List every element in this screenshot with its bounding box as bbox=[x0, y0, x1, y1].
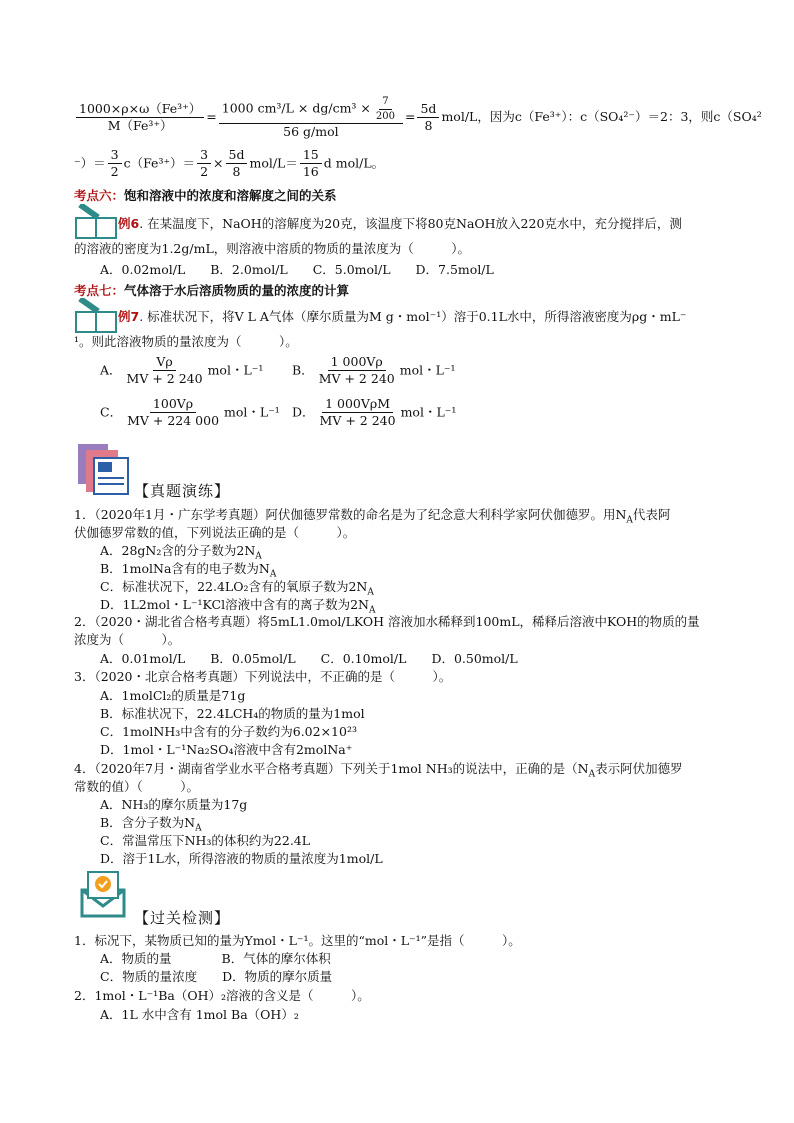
kp6-heading: 考点六：饱和溶液中的浓度和溶解度之间的关系 bbox=[74, 188, 337, 203]
guoguan-q1-options-row-2: C．物质的量浓度 D．物质的摩尔质量 bbox=[100, 969, 333, 984]
zhenti-q1-line-1: 1．（2020年1月・广东学考真题）阿伏伽德罗常数的命名是为了纪念意大利科学家阿伏伽德罗。用$N_A$代表阿 bbox=[74, 507, 671, 526]
document-stack-icon bbox=[76, 442, 132, 496]
example-7-option-b: B． $\frac{1 000V\rho}{MV + 2 240}$ mol・L⁻¹ bbox=[292, 354, 456, 387]
zhenti-q1-option-c: C．标准状况下，22.4LO₂含有的氧原子数为$2N_A$ bbox=[100, 579, 374, 598]
zhenti-q4-line-1: 4．（2020年7月・湖南省学业水平合格考真题）下列关于1mol NH₃的说法中，正确的是（$N_A$表示阿伏加德罗 bbox=[74, 761, 683, 780]
formula-line-1: $\frac{\text{1000×ρ×ω（Fe³⁺）}}{\text{M（Fe³⁺）}}$ = 1000 cm³/L × dg/cm³ × $\frac{7}{200}$ 56 g/mol = $\frac{5d}{8}$ mol/L，因为c（Fe³⁺）：c（SO₄²⁻）＝2：3，则c（SO₄² bbox=[74, 96, 762, 139]
zhenti-q4-option-c: C．常温常压下NH₃的体积约为22.4L bbox=[100, 833, 311, 848]
zhenti-q3-option-d: D．1mol・L⁻¹Na₂SO₄溶液中含有2molNa⁺ bbox=[100, 742, 353, 757]
zhenti-q4-line-2: 常数的值）（ ）。 bbox=[74, 779, 200, 794]
zhenti-q1-option-d: D．1L2mol・L⁻¹KCl溶液中含有的离子数为$2N_A$ bbox=[100, 597, 376, 616]
fraction-3: $\frac{5d}{8}$ bbox=[417, 102, 439, 134]
zhenti-q2-line-2: 浓度为（ ）。 bbox=[74, 632, 181, 647]
zhenti-q4-option-b: B．含分子数为$N_A$ bbox=[100, 815, 202, 834]
section-heading-guoguan: 【过关检测】 bbox=[134, 909, 231, 927]
example-7-option-a: A． $\frac{V\rho}{MV + 2 240}$ mol・L⁻¹ bbox=[100, 354, 264, 387]
zhenti-q4-option-a: A．NH₃的摩尔质量为17g bbox=[100, 797, 248, 812]
section-heading-zhenti: 【真题演练】 bbox=[134, 482, 231, 500]
example-6-options: A．0.02mol/L B．2.0mol/L C．5.0mol/L D．7.5mol/L bbox=[100, 262, 494, 277]
zhenti-q1-line-2: 伏伽德罗常数的值，下列说法正确的是（ ）。 bbox=[74, 525, 356, 540]
kp7-heading: 考点七：气体溶于水后溶质物质的量的浓度的计算 bbox=[74, 283, 350, 298]
book-pencil-icon bbox=[74, 298, 118, 334]
guoguan-q2-line-1: 2．1mol・L⁻¹Ba（OH）₂溶液的含义是（ ）。 bbox=[74, 988, 370, 1003]
example-7-option-c: C． $\frac{100V\rho}{MV + 224 000}$ mol・L⁻¹ bbox=[100, 396, 280, 429]
zhenti-q2-options: A．0.01mol/L B．0.05mol/L C．0.10mol/L D．0.50mol/L bbox=[100, 651, 518, 666]
example-6-line-1: 例6. 在某温度下，NaOH的溶解度为20克，该温度下将80克NaOH放入220克水中，充分搅拌后，测 bbox=[118, 216, 682, 231]
zhenti-q1-option-a: A．28gN₂含的分子数为$2N_A$ bbox=[100, 543, 262, 562]
example-7-option-d: D． $\frac{\text{1 000VρM}}{MV + 2 240}$ mol・L⁻¹ bbox=[292, 396, 457, 429]
book-pencil-icon bbox=[74, 204, 118, 240]
zhenti-q4-option-d: D．溶于1L水，所得溶液的物质的量浓度为1mol/L bbox=[100, 851, 383, 866]
zhenti-q3-option-a: A．1molCl₂的质量是71g bbox=[100, 688, 246, 703]
guoguan-q1-line-1: 1．标况下，某物质已知的量为Ymol・L⁻¹。这里的“mol・L⁻¹”是指（ ）。 bbox=[74, 933, 521, 948]
zhenti-q3-option-c: C．1molNH₃中含有的分子数约为6.02×10²³ bbox=[100, 724, 357, 739]
zhenti-q1-option-b: B．1molNa含有的电子数为$N_A$ bbox=[100, 561, 277, 580]
example-7-line-1: 例7. 标准状况下，将V L A气体（摩尔质量为M g・mol⁻¹）溶于0.1L水中，所得溶液密度为ρg・mL⁻ bbox=[118, 309, 687, 324]
zhenti-q3-line-1: 3．（2020・北京合格考真题）下列说法中，不正确的是（ ）。 bbox=[74, 669, 452, 684]
zhenti-q2-line-1: 2．（2020・湖北省合格考真题）将5mL1.0mol/LKOH 溶液加水稀释到100mL，稀释后溶液中KOH的物质的量 bbox=[74, 614, 700, 629]
guoguan-q1-options-row-1: A．物质的量 B．气体的摩尔体积 bbox=[100, 951, 331, 966]
example-7-line-2: ¹。则此溶液物质的量浓度为（ ）。 bbox=[74, 334, 298, 349]
example-6-line-2: 的溶液的密度为1.2g/mL，则溶液中溶质的物质的量浓度为（ ）。 bbox=[74, 241, 470, 256]
checkmark-envelope-icon bbox=[80, 870, 126, 918]
guoguan-q2-option-a: A．1L 水中含有 1mol Ba（OH）₂ bbox=[100, 1007, 299, 1022]
fraction-1: $\frac{\text{1000×ρ×ω（Fe³⁺）}}{\text{M（Fe³⁺）}}$ bbox=[76, 102, 204, 134]
zhenti-q3-option-b: B．标准状况下，22.4LCH₄的物质的量为1mol bbox=[100, 706, 365, 721]
formula-line-2: ⁻）＝ $\frac{3}{2}$ c（Fe³⁺）＝ $\frac{3}{2}$ × $\frac{5d}{8}$ mol/L＝ $\frac{15}{16}$ d mol/L。 bbox=[74, 147, 385, 180]
fraction-2: 1000 cm³/L × dg/cm³ × $\frac{7}{200}$ 56 g/mol bbox=[219, 96, 403, 139]
